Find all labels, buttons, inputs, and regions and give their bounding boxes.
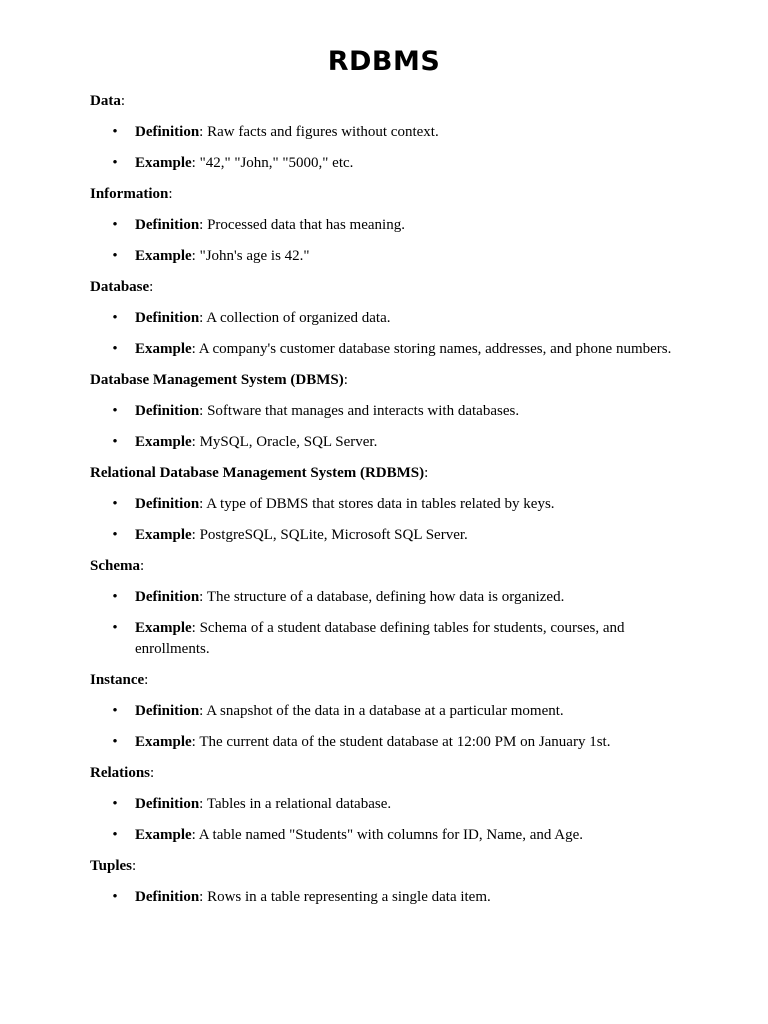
bullet-icon: •	[112, 620, 118, 636]
list-item: • Example: The current data of the student database at 12:00 PM on January 1st.	[90, 732, 690, 753]
item-text: Tables in a relational database.	[206, 796, 392, 812]
item-label: Definition	[135, 310, 200, 326]
item-label: Definition	[135, 217, 200, 233]
bullet-list	[90, 308, 690, 360]
item-label: Example	[135, 341, 192, 357]
bullet-icon: •	[112, 796, 118, 812]
item-label: Example	[135, 434, 192, 450]
item-label: Example	[135, 155, 192, 171]
item-label: Example	[135, 734, 192, 750]
item-text: A type of DBMS that stores data in tables related by keys.	[206, 496, 555, 512]
item-text: Raw facts and figures without context.	[207, 124, 439, 140]
term-name: Relations	[90, 765, 150, 781]
bullet-icon: •	[112, 155, 118, 171]
bullet-icon: •	[112, 403, 118, 419]
item-text: PostgreSQL, SQLite, Microsoft SQL Server.	[199, 527, 468, 543]
section-term: Schema:	[90, 558, 145, 574]
bullet-icon: •	[112, 248, 118, 264]
bullet-icon: •	[112, 434, 118, 450]
bullet-icon: •	[112, 734, 118, 750]
bullet-icon: •	[112, 310, 118, 326]
term-name: Instance	[90, 672, 145, 688]
term-name: Database Management System (DBMS)	[90, 372, 344, 388]
section-term: Relations:	[90, 765, 155, 781]
item-text: Software that manages and interacts with databases.	[207, 403, 520, 419]
bullet-list	[90, 701, 690, 753]
section-term: Instance:	[90, 672, 149, 688]
bullet-list	[90, 122, 690, 174]
bullet-list	[90, 215, 690, 267]
item-text: A company's customer database storing names, addresses, and phone numbers.	[198, 341, 672, 357]
list-item: • Example: A table named "Students" with columns for ID, Name, and Age.	[90, 825, 690, 846]
bullet-list	[90, 401, 690, 453]
bullet-icon: •	[112, 589, 118, 605]
section-term: Information:	[90, 186, 173, 202]
bullet-icon: •	[112, 827, 118, 843]
section-term: Data:	[90, 93, 125, 109]
bullet-list	[90, 887, 690, 908]
item-label: Definition	[135, 889, 200, 905]
bullet-icon: •	[112, 496, 118, 512]
item-label: Definition	[135, 124, 200, 140]
list-item: • Definition: A snapshot of the data in a database at a particular moment.	[90, 701, 690, 722]
item-text: The structure of a database, defining how data is organized.	[206, 589, 565, 605]
section-term: Relational Database Management System (RDBMS):	[90, 465, 429, 481]
bullet-list	[90, 794, 690, 846]
list-item: • Definition: A collection of organized data.	[90, 308, 690, 329]
item-text: A collection of organized data.	[206, 310, 391, 326]
list-item: • Example: MySQL, Oracle, SQL Server.	[90, 432, 690, 453]
item-text: Rows in a table representing a single data item.	[207, 889, 491, 905]
item-text: Schema of a student database defining tables for students, courses, and enrollments.	[135, 620, 625, 657]
list-item: • Definition: A type of DBMS that stores data in tables related by keys.	[90, 494, 690, 515]
section-relations	[90, 763, 690, 846]
bullet-list	[90, 494, 690, 546]
item-label: Definition	[135, 589, 200, 605]
list-item: • Definition: Tables in a relational database.	[90, 794, 690, 815]
document-body	[90, 91, 690, 918]
item-label: Definition	[135, 796, 200, 812]
term-name: Schema	[90, 558, 140, 574]
term-name: Data	[90, 93, 121, 109]
item-text: Processed data that has meaning.	[207, 217, 405, 233]
list-item: • Definition: Software that manages and interacts with databases.	[90, 401, 690, 422]
list-item: • Example: Schema of a student database defining tables for students, courses, and enrollments.	[90, 618, 690, 660]
section-tuples	[90, 856, 690, 908]
item-text: "John's age is 42."	[199, 248, 310, 264]
list-item: • Definition: The structure of a database, defining how data is organized.	[90, 587, 690, 608]
section-term: Database Management System (DBMS):	[90, 372, 348, 388]
bullet-icon: •	[112, 527, 118, 543]
term-name: Tuples	[90, 858, 132, 874]
item-label: Example	[135, 827, 192, 843]
bullet-icon: •	[112, 341, 118, 357]
section-schema	[90, 556, 690, 660]
item-label: Example	[135, 248, 192, 264]
section-term: Database:	[90, 279, 154, 295]
section-database	[90, 277, 690, 360]
section-information	[90, 184, 690, 267]
list-item: • Example: "42," "John," "5000," etc.	[90, 153, 690, 174]
item-text: MySQL, Oracle, SQL Server.	[199, 434, 378, 450]
term-name: Relational Database Management System (RDBMS)	[90, 465, 425, 481]
page-title: RDBMS	[327, 46, 441, 77]
item-label: Definition	[135, 703, 200, 719]
section-rdbms	[90, 463, 690, 546]
item-text: A snapshot of the data in a database at a particular moment.	[206, 703, 564, 719]
list-item: • Definition: Rows in a table representing a single data item.	[90, 887, 690, 908]
item-label: Example	[135, 527, 192, 543]
list-item: • Example: A company's customer database storing names, addresses, and phone numbers.	[90, 339, 690, 360]
bullet-icon: •	[112, 124, 118, 140]
item-text: The current data of the student database at 12:00 PM on January 1st.	[199, 734, 611, 750]
term-name: Information	[90, 186, 169, 202]
item-text: "42," "John," "5000," etc.	[199, 155, 354, 171]
item-label: Definition	[135, 403, 200, 419]
bullet-icon: •	[112, 703, 118, 719]
item-label: Definition	[135, 496, 200, 512]
bullet-icon: •	[112, 217, 118, 233]
term-name: Database	[90, 279, 150, 295]
list-item: • Definition: Processed data that has meaning.	[90, 215, 690, 236]
section-term: Tuples:	[90, 858, 137, 874]
section-instance	[90, 670, 690, 753]
bullet-list	[90, 587, 690, 660]
bullet-icon: •	[112, 889, 118, 905]
section-dbms	[90, 370, 690, 453]
section-data	[90, 91, 690, 174]
list-item: • Definition: Raw facts and figures without context.	[90, 122, 690, 143]
list-item: • Example: PostgreSQL, SQLite, Microsoft SQL Server.	[90, 525, 690, 546]
item-text: A table named "Students" with columns for ID, Name, and Age.	[198, 827, 584, 843]
item-label: Example	[135, 620, 192, 636]
list-item: • Example: "John's age is 42."	[90, 246, 690, 267]
